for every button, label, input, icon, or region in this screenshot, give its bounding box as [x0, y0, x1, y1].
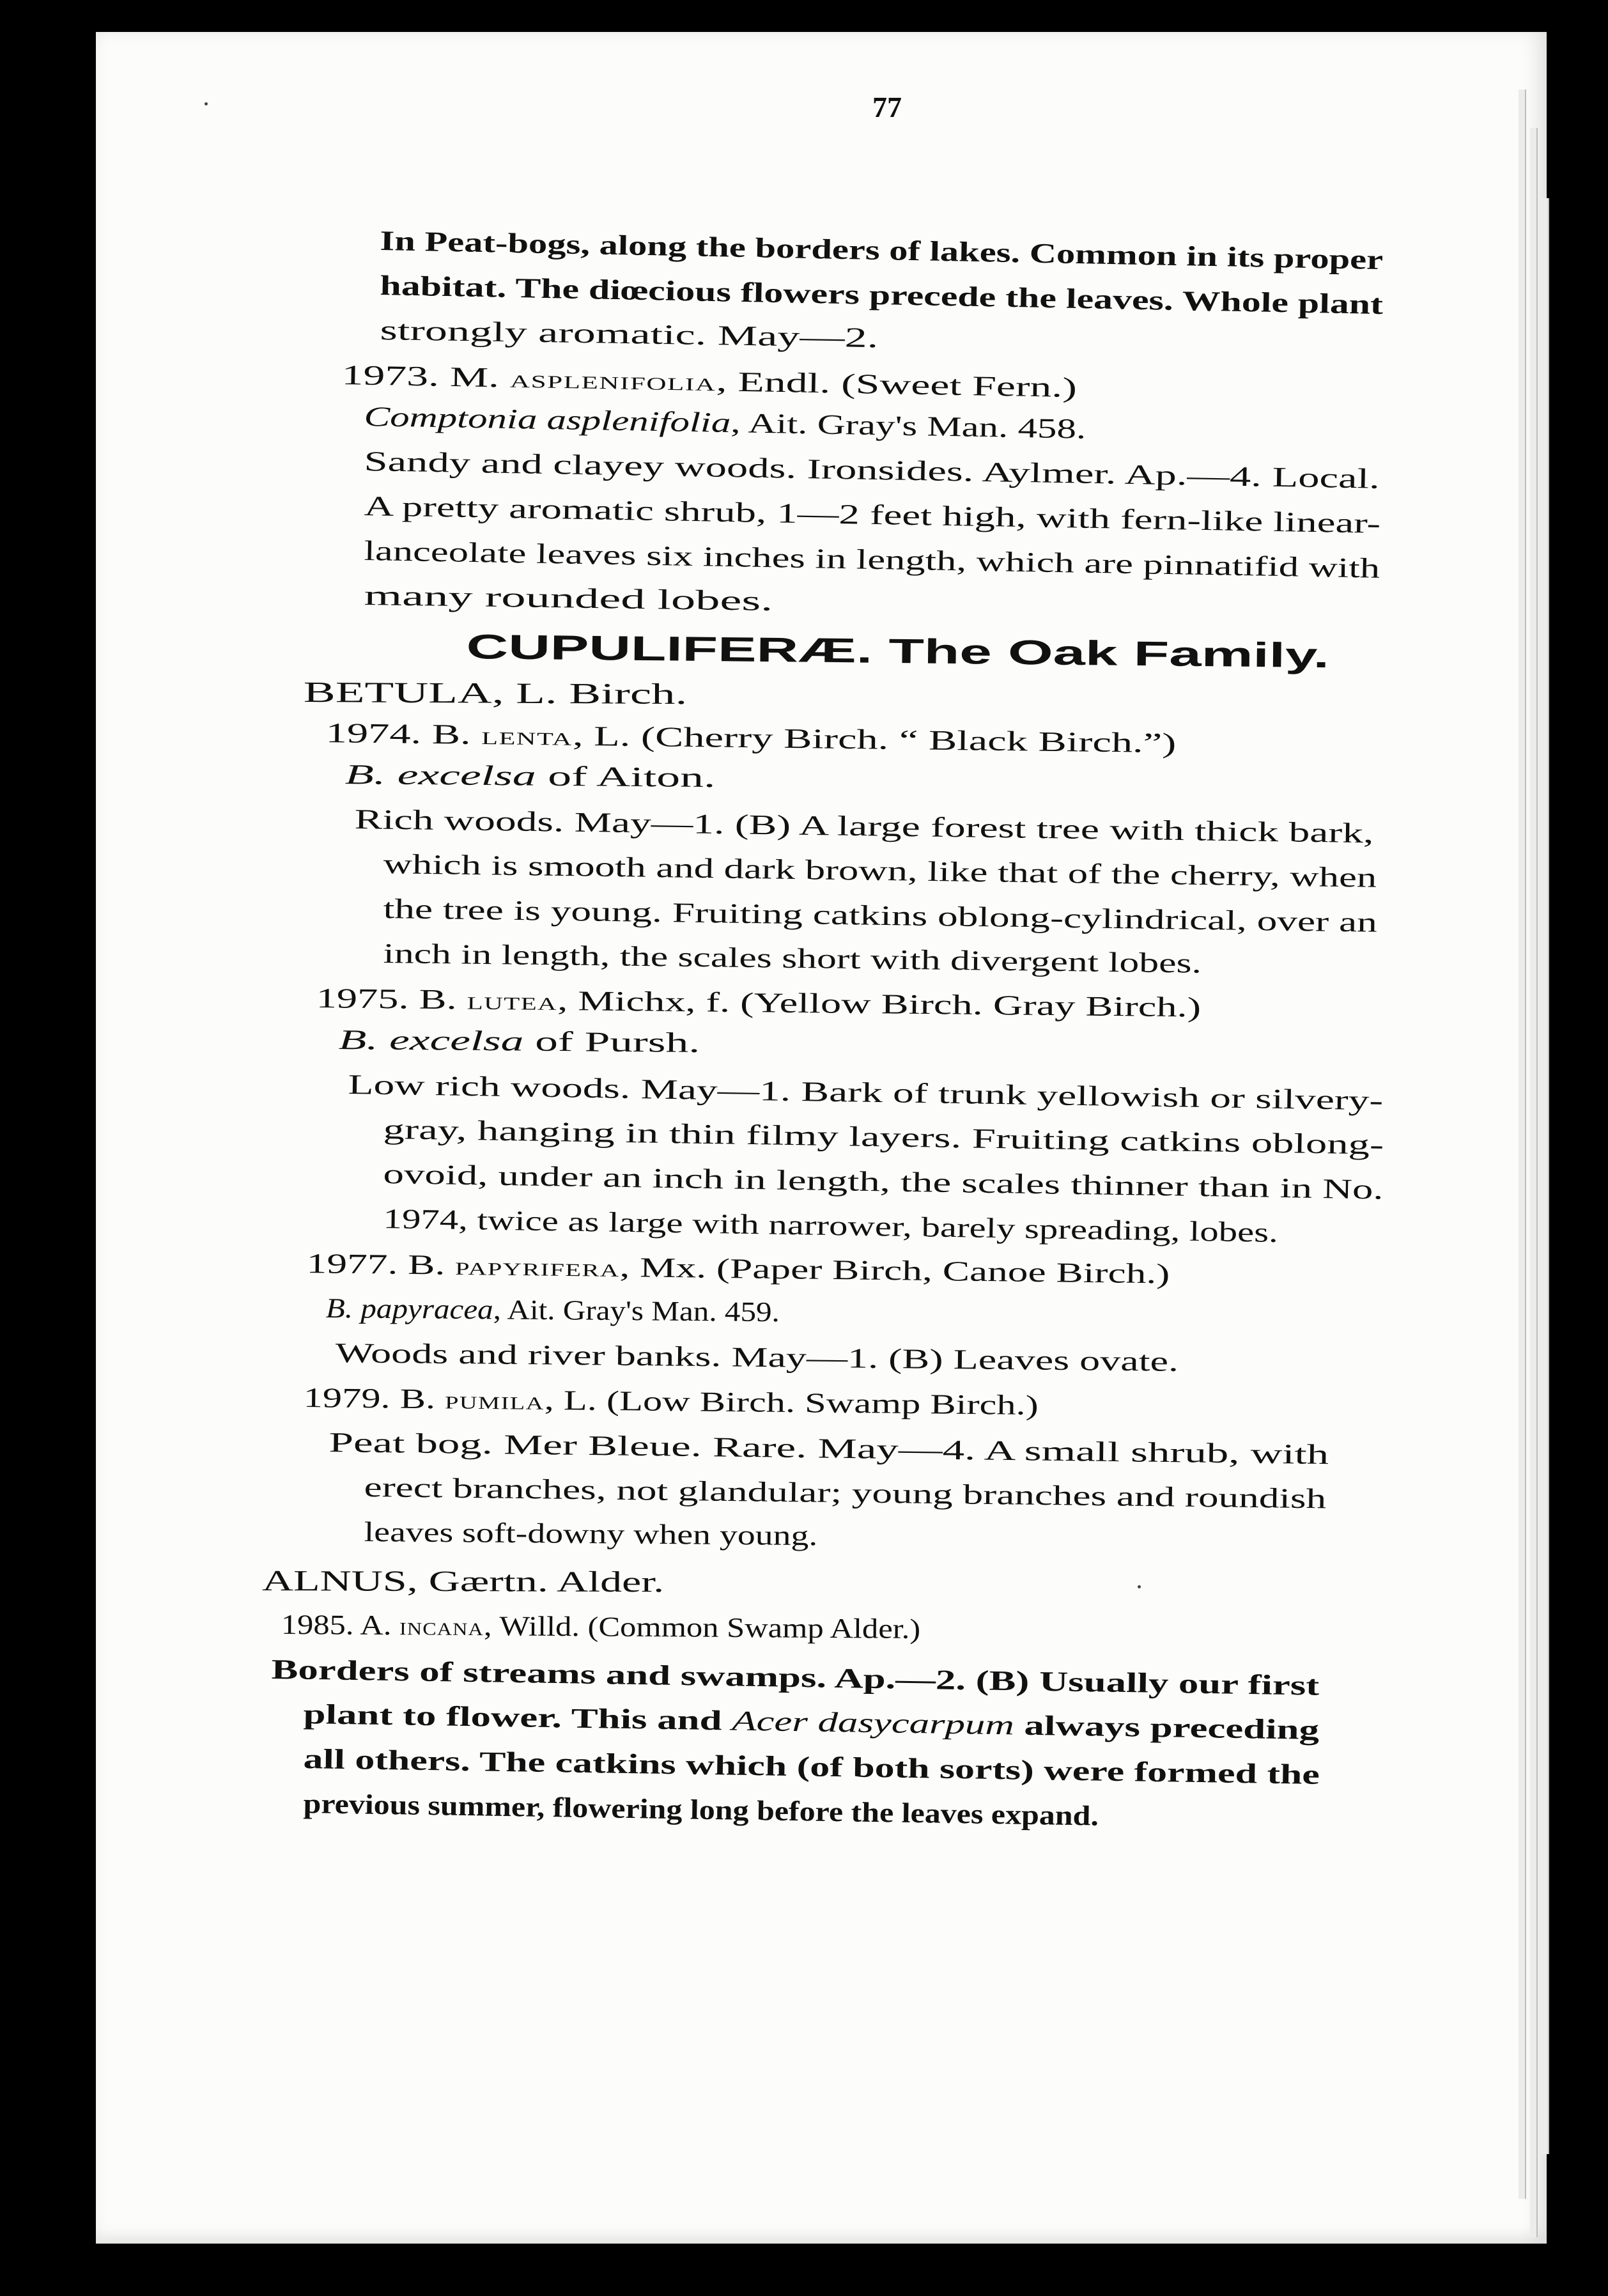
- text-span: 1974. B.: [325, 717, 482, 750]
- text-span: , Ait. Gray's Man. 459.: [493, 1294, 780, 1328]
- text-line: inch in length, the scales short with divergent lobes.: [383, 938, 1202, 979]
- text-span: of Aiton.: [536, 760, 716, 794]
- text-line: Borders of streams and swamps. Ap.—2. (B) Usually our first: [271, 1654, 1320, 1702]
- text-span: , Mx. (Paper Birch, Canoe Birch.): [619, 1251, 1170, 1290]
- text-line: [281, 1611, 921, 1643]
- genus-heading: BETULA, L. Birch.: [303, 676, 688, 711]
- text-line: [341, 361, 1077, 402]
- text-span: always preceding: [1014, 1709, 1320, 1746]
- text-line: Sandy and clayey woods. Ironsides. Aylmer. Ap.—4. Local.: [364, 446, 1380, 495]
- text-line: strongly aromatic. May—2.: [380, 314, 879, 354]
- text-line: the tree is young. Fruiting catkins oblong-cylindrical, over an: [383, 893, 1378, 938]
- text-span: plant to flower. This and: [303, 1698, 732, 1737]
- italic-text: B. papyracea: [325, 1292, 493, 1326]
- page-edge: [1519, 89, 1526, 2199]
- speck: [205, 102, 208, 105]
- family-heading: CUPULIFERÆ. The Oak Family.: [466, 628, 1330, 676]
- species-name: lenta: [481, 720, 573, 751]
- text-line: [304, 1384, 1039, 1420]
- text-line: which is smooth and dark brown, like that of the cherry, when: [383, 848, 1377, 894]
- text-span: , Michx, f. (Yellow Birch. Gray Birch.): [557, 984, 1202, 1023]
- text-line: Low rich woods. May—1. Bark of trunk yellowish or silvery-: [348, 1069, 1384, 1117]
- text-line: habitat. The diœcious flowers precede the leaves. Whole plant: [380, 270, 1384, 321]
- genus-heading: ALNUS, Gærtn. Alder.: [261, 1564, 665, 1599]
- document-page: [96, 32, 1547, 2244]
- speck: [1138, 1585, 1141, 1588]
- text-line: erect branches, not glandular; young branches and roundish: [364, 1471, 1327, 1515]
- text-line: In Peat-bogs, along the borders of lakes. Common in its proper: [380, 225, 1384, 276]
- text-line: [325, 719, 1176, 757]
- text-line: previous summer, flowering long before the leaves expand.: [303, 1788, 1099, 1832]
- text-line: all others. The catkins which (of both sorts) were formed the: [303, 1743, 1320, 1790]
- text-line: [345, 761, 716, 792]
- text-line: [316, 984, 1202, 1021]
- species-name: incana: [399, 1611, 484, 1641]
- page-number: 77: [872, 91, 902, 123]
- text-line: [326, 1294, 780, 1326]
- text-span: , L. (Cherry Birch. “ Black Birch.”): [572, 720, 1177, 759]
- text-span: 1979. B.: [303, 1382, 445, 1415]
- text-line: A pretty aromatic shrub, 1—2 feet high, with fern-like linear-: [364, 490, 1381, 539]
- text-line: many rounded lobes.: [364, 580, 773, 617]
- species-name: lutea: [467, 986, 558, 1016]
- text-span: 1973. M.: [341, 359, 511, 394]
- text-line: 1974, twice as large with narrower, barely spreading, lobes.: [383, 1203, 1279, 1248]
- text-line: Rich woods. May—1. (B) A large forest tree with thick bark,: [354, 803, 1374, 849]
- text-line: [339, 1026, 700, 1057]
- text-span: of Pursh.: [523, 1025, 700, 1059]
- species-name: papyrifera: [454, 1251, 620, 1282]
- text-line: [364, 403, 1086, 444]
- text-line: ovoid, under an inch in length, the scales thinner than in No.: [383, 1158, 1384, 1206]
- page-edge: [1530, 128, 1538, 2237]
- italic-text: Acer dasycarpum: [731, 1705, 1015, 1741]
- text-line: lanceolate leaves six inches in length, which are pinnatifid with: [364, 535, 1380, 584]
- text-line: Woods and river banks. May—1. (B) Leaves ovate.: [335, 1337, 1179, 1377]
- species-name: asplenifolia: [509, 364, 716, 397]
- text-line: [303, 1700, 1319, 1744]
- text-span: 1977. B.: [306, 1248, 456, 1281]
- text-span: , Ait. Gray's Man. 458.: [730, 407, 1086, 445]
- text-line: [306, 1250, 1170, 1288]
- species-name: pumila: [444, 1385, 545, 1415]
- text-line: Peat bog. Mer Bleue. Rare. May—4. A small shrub, with: [329, 1427, 1329, 1471]
- italic-text: B. excelsa: [344, 759, 536, 792]
- text-span: 1985. A.: [281, 1609, 400, 1641]
- text-line: gray, hanging in thin filmy layers. Fruiting catkins oblong-: [383, 1113, 1384, 1161]
- text-span: , L. (Low Birch. Swamp Birch.): [544, 1384, 1039, 1422]
- text-line: leaves soft-downy when young.: [364, 1516, 818, 1552]
- italic-text: B. excelsa: [338, 1024, 524, 1057]
- text-span: 1975. B.: [316, 982, 468, 1016]
- page-edge: [1542, 198, 1549, 2154]
- text-span: , Willd. (Common Swamp Alder.): [483, 1610, 921, 1645]
- italic-text: Comptonia asplenifolia: [364, 401, 731, 439]
- text-span: , Endl. (Sweet Fern.): [716, 366, 1078, 404]
